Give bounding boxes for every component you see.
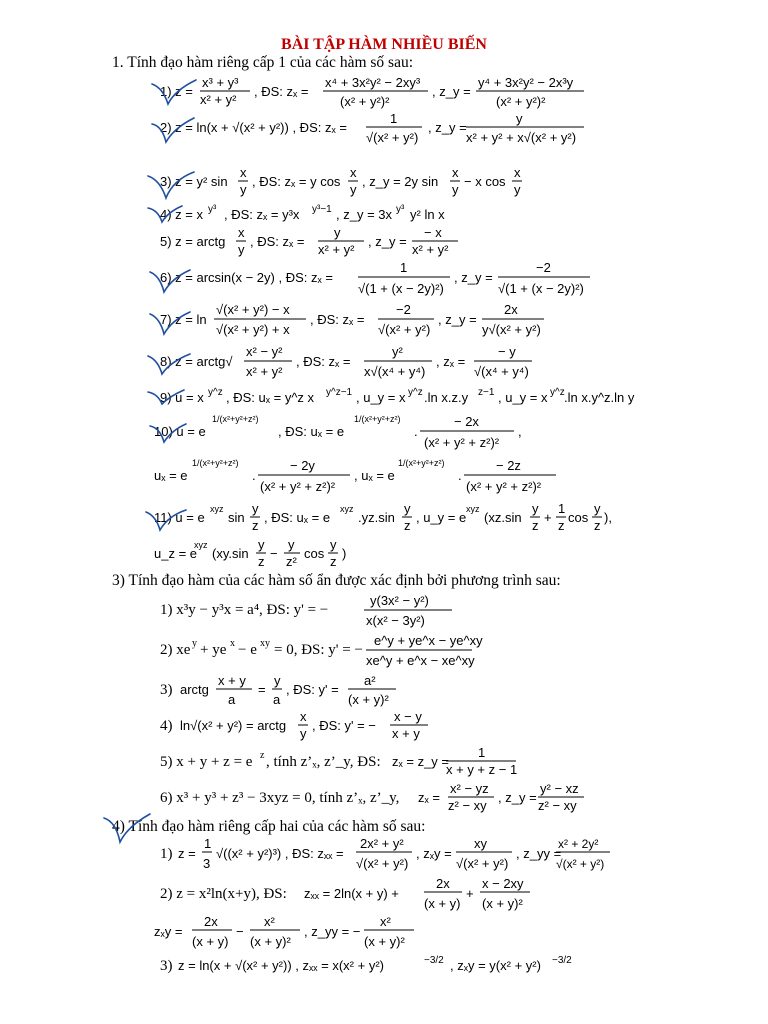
svg-text:z: z <box>260 750 265 761</box>
formula <box>154 502 624 538</box>
svg-text:, z_y =: , z_y = <box>498 790 537 805</box>
svg-text:.: . <box>414 424 418 439</box>
svg-text:, u_y = x: , u_y = x <box>498 390 548 405</box>
svg-text:, ĐS: y' =: , ĐS: y' = <box>286 682 339 697</box>
svg-text:−: − <box>270 546 278 561</box>
exercise-3-3 <box>160 672 580 710</box>
svg-text:z² − xy: z² − xy <box>538 798 577 813</box>
svg-text:y: y <box>252 502 259 516</box>
svg-text:3): 3) <box>160 682 173 698</box>
svg-text:, z_y =: , z_y = <box>428 120 467 135</box>
svg-text:, z_y =: , z_y = <box>368 234 407 249</box>
svg-text:.: . <box>252 468 256 483</box>
exercise-3-2 <box>160 632 580 670</box>
formula <box>160 782 600 818</box>
svg-text:z² − xy: z² − xy <box>448 798 487 813</box>
svg-text:x: x <box>350 166 357 180</box>
svg-text:2) z = ln(x + √(x² + y²)) , ĐS: 2) z = ln(x + √(x² + y²)) , ĐS: zₓ = <box>160 120 347 135</box>
formula <box>160 592 580 630</box>
svg-text:− x: − x <box>424 226 442 240</box>
svg-text:2) z = x²ln(x+y), ĐS:: 2) z = x²ln(x+y), ĐS: <box>160 886 287 902</box>
svg-text:√(x⁴ + y⁴): √(x⁴ + y⁴) <box>474 364 529 379</box>
svg-text:1: 1 <box>204 836 212 851</box>
svg-text:− x cos: − x cos <box>464 174 506 189</box>
section-1-heading: 1. Tính đạo hàm riêng cấp 1 của các hàm số sau: <box>112 54 414 71</box>
svg-text:x² + y²: x² + y² <box>412 242 449 257</box>
svg-text:1/(x²+y²+z²): 1/(x²+y²+z²) <box>212 414 259 424</box>
svg-text:2x² + y²: 2x² + y² <box>360 836 404 851</box>
svg-text:y: y <box>288 538 295 552</box>
svg-text:9) u = x: 9) u = x <box>160 390 204 405</box>
svg-text:x − 2xy: x − 2xy <box>482 876 524 891</box>
svg-text:y: y <box>240 182 247 197</box>
exercise-1-9 <box>160 386 640 408</box>
formula <box>154 914 574 954</box>
svg-text:y: y <box>330 538 337 552</box>
svg-text:, z_yy =: , z_yy = <box>516 846 562 861</box>
svg-text:y³−1: y³−1 <box>312 204 332 215</box>
svg-text:, ĐS: zₓ = y cos: , ĐS: zₓ = y cos <box>252 174 341 189</box>
svg-text:x² + y²: x² + y² <box>246 364 283 379</box>
svg-text:3) z = y² sin: 3) z = y² sin <box>160 174 228 189</box>
svg-text:, z_y =: , z_y = <box>438 312 477 327</box>
svg-text:√(x² + y²): √(x² + y²) <box>556 857 605 871</box>
svg-text:− y: − y <box>498 344 516 359</box>
svg-text:, zₓ =: , zₓ = <box>436 354 466 369</box>
svg-text:z: z <box>330 554 337 569</box>
svg-text:(x² + y²)²: (x² + y²)² <box>496 94 546 109</box>
svg-text:y: y <box>258 538 265 552</box>
svg-text:zₓy =: zₓy = <box>154 924 183 939</box>
exercise-4-3 <box>160 954 600 978</box>
svg-text:x: x <box>514 166 521 180</box>
svg-text:): ) <box>342 546 347 561</box>
svg-text:1) x³y − y³x = a⁴, ĐS: y' = −: 1) x³y − y³x = a⁴, ĐS: y' = − <box>160 602 329 618</box>
svg-text:y(3x² − y²): y(3x² − y²) <box>370 593 429 608</box>
svg-text:sin: sin <box>228 510 245 525</box>
svg-text:x: x <box>452 166 459 180</box>
svg-text:8) z = arctg√: 8) z = arctg√ <box>160 354 233 369</box>
svg-text:1/(x²+y²+z²): 1/(x²+y²+z²) <box>354 414 401 424</box>
svg-text:, zₓy =: , zₓy = <box>416 846 452 861</box>
formula <box>160 226 600 260</box>
svg-text:arctg: arctg <box>180 682 209 697</box>
svg-text:(x² + y² + z²)²: (x² + y² + z²)² <box>260 479 336 494</box>
exercise-3-4 <box>160 710 580 746</box>
svg-text:y: y <box>532 502 539 516</box>
svg-text:z: z <box>258 554 265 569</box>
svg-text:.ln x.z.y: .ln x.z.y <box>424 390 469 405</box>
svg-text:, uₓ = e: , uₓ = e <box>354 468 395 483</box>
svg-text:(x + y): (x + y) <box>192 934 229 949</box>
svg-text:, ĐS: uₓ = e: , ĐS: uₓ = e <box>278 424 345 439</box>
exercise-1-11-cont <box>154 538 454 574</box>
svg-text:2x: 2x <box>436 876 450 891</box>
exercise-4-2-cont <box>154 914 574 954</box>
svg-text:x: x <box>240 166 247 180</box>
svg-text:x + y + z − 1: x + y + z − 1 <box>446 762 518 777</box>
svg-text:√(x² + y²): √(x² + y²) <box>366 130 419 145</box>
svg-text:1: 1 <box>390 112 398 126</box>
svg-text:√(x² + y²): √(x² + y²) <box>456 856 509 871</box>
formula <box>154 458 594 498</box>
page-title: BÀI TẬP HÀM NHIỀU BIẾN <box>281 36 487 53</box>
svg-text:y: y <box>192 638 197 649</box>
svg-text:, ĐS: uₓ = e: , ĐS: uₓ = e <box>264 510 331 525</box>
svg-text:√(1 + (x − 2y)²): √(1 + (x − 2y)²) <box>498 281 584 296</box>
formula <box>160 112 600 148</box>
svg-text:y^z: y^z <box>208 387 223 398</box>
formula <box>160 344 600 384</box>
svg-text:cos: cos <box>304 546 325 561</box>
svg-text:1/(x²+y²+z²): 1/(x²+y²+z²) <box>398 458 445 468</box>
svg-text:e^y + ye^x − ye^xy: e^y + ye^x − ye^xy <box>374 633 483 648</box>
exercise-3-5 <box>160 746 580 780</box>
svg-text:x + y: x + y <box>392 726 420 741</box>
svg-text:(x + y)²: (x + y)² <box>348 692 389 707</box>
svg-text:(x + y)²: (x + y)² <box>250 934 291 949</box>
svg-text:− e: − e <box>238 642 257 658</box>
formula <box>154 538 454 574</box>
svg-text:(x + y)²: (x + y)² <box>364 934 405 949</box>
svg-text:),: ), <box>604 510 612 525</box>
svg-text:x⁴ + 3x²y² − 2xy³: x⁴ + 3x²y² − 2xy³ <box>325 76 421 90</box>
svg-text:5) x + y + z = e: 5) x + y + z = e <box>160 754 253 770</box>
exercise-1-2 <box>160 112 600 148</box>
svg-text:z−1: z−1 <box>478 387 495 398</box>
svg-text:a²: a² <box>364 673 376 688</box>
svg-text:√((x² + y²)³) , ĐS: zₓₓ =: √((x² + y²)³) , ĐS: zₓₓ = <box>216 846 344 861</box>
svg-text:z: z <box>532 518 539 533</box>
svg-text:(xy.sin: (xy.sin <box>212 546 249 561</box>
svg-text:y³: y³ <box>208 204 217 215</box>
svg-text:uₓ = e: uₓ = e <box>154 468 188 483</box>
svg-text:+: + <box>544 510 552 525</box>
svg-text:y² − xz: y² − xz <box>540 782 579 796</box>
svg-text:xe^y + e^x − xe^xy: xe^y + e^x − xe^xy <box>366 653 475 668</box>
svg-text:cos: cos <box>568 510 589 525</box>
svg-text:xy: xy <box>474 836 487 851</box>
svg-text:, ĐS: zₓ =: , ĐS: zₓ = <box>250 234 305 249</box>
svg-text:z: z <box>594 518 601 533</box>
svg-text:xyz: xyz <box>210 504 224 514</box>
formula <box>160 746 580 780</box>
svg-text:, zₓy = y(x² + y²): , zₓy = y(x² + y²) <box>450 958 541 973</box>
svg-text:ln√(x² + y²) = arctg: ln√(x² + y²) = arctg <box>180 718 287 733</box>
svg-text:2) xe: 2) xe <box>160 642 191 658</box>
svg-text:y: y <box>452 182 459 197</box>
svg-text:x²: x² <box>264 914 275 929</box>
svg-text:y: y <box>238 242 245 257</box>
exercise-3-1 <box>160 592 580 630</box>
svg-text:(x² + y²)²: (x² + y²)² <box>340 94 390 109</box>
formula <box>160 76 600 112</box>
svg-text:y² ln x: y² ln x <box>410 207 445 222</box>
formula <box>160 260 600 300</box>
svg-text:− 2z: − 2z <box>496 458 521 473</box>
svg-text:, ĐS: y' = −: , ĐS: y' = − <box>312 718 376 733</box>
svg-text:, ĐS: zₓ =: , ĐS: zₓ = <box>310 312 365 327</box>
svg-text:√(x² + y²): √(x² + y²) <box>356 856 409 871</box>
svg-text:(x² + y² + z²)²: (x² + y² + z²)² <box>466 479 542 494</box>
formula <box>160 710 580 746</box>
svg-text:, z_y = 2y sin: , z_y = 2y sin <box>362 174 439 189</box>
svg-text:√(x² + y²): √(x² + y²) <box>378 322 431 337</box>
svg-text:zₓₓ = 2ln(x + y) +: zₓₓ = 2ln(x + y) + <box>304 886 399 901</box>
svg-text:x: x <box>230 638 235 649</box>
svg-text:y^z: y^z <box>408 387 423 398</box>
svg-text:6) x³ + y³ + z³ − 3xyz = 0, tí: 6) x³ + y³ + z³ − 3xyz = 0, tính z’ₓ, z’_y, <box>160 790 400 806</box>
svg-text:, z_y = 3x: , z_y = 3x <box>336 207 392 222</box>
svg-text:1: 1 <box>558 502 566 516</box>
svg-text:y³: y³ <box>396 204 405 215</box>
exercise-1-1 <box>160 76 600 112</box>
svg-text:y^z−1: y^z−1 <box>326 387 353 398</box>
exercise-1-10 <box>154 414 594 454</box>
svg-text:−3/2: −3/2 <box>424 955 444 966</box>
svg-text:, ĐS: zₓ =: , ĐS: zₓ = <box>296 354 351 369</box>
svg-text:2x: 2x <box>204 914 218 929</box>
formula <box>160 876 580 916</box>
svg-text:, z_yy = −: , z_yy = − <box>304 924 361 939</box>
svg-text:y: y <box>404 502 411 516</box>
svg-text:a: a <box>273 692 281 707</box>
svg-text:1/(x²+y²+z²): 1/(x²+y²+z²) <box>192 458 239 468</box>
svg-text:= 0, ĐS: y' = −: = 0, ĐS: y' = − <box>274 642 363 658</box>
svg-text:−: − <box>236 924 244 939</box>
formula <box>160 836 610 876</box>
exercise-1-5 <box>160 226 600 260</box>
exercise-3-6 <box>160 782 600 818</box>
svg-text:√(x² + y²) − x: √(x² + y²) − x <box>216 302 290 317</box>
svg-text:√(1 + (x − 2y)²): √(1 + (x − 2y)²) <box>358 281 444 296</box>
section-4-heading: 4) Tính đạo hàm riêng cấp hai của các hàm số sau: <box>112 818 426 835</box>
exercise-1-3 <box>160 166 600 202</box>
svg-text:.yz.sin: .yz.sin <box>358 510 395 525</box>
svg-text:x² − y²: x² − y² <box>246 344 283 359</box>
svg-text:(x + y): (x + y) <box>424 896 461 911</box>
svg-text:10) u = e: 10) u = e <box>154 424 206 439</box>
svg-text:y⁴ + 3x²y² − 2x³y: y⁴ + 3x²y² − 2x³y <box>478 76 574 90</box>
svg-text:, tính z’ₓ, z’_y, ĐS:: , tính z’ₓ, z’_y, ĐS: <box>266 754 381 770</box>
svg-text:y: y <box>594 502 601 516</box>
svg-text:(xz.sin: (xz.sin <box>484 510 522 525</box>
svg-text:x² + y²: x² + y² <box>318 242 355 257</box>
svg-text:y√(x² + y²): y√(x² + y²) <box>482 322 541 337</box>
svg-text:,: , <box>518 424 522 439</box>
svg-text:z: z <box>404 518 411 533</box>
svg-text:y: y <box>350 182 357 197</box>
svg-text:1): 1) <box>160 846 173 862</box>
svg-text:, ĐS: zₓ = y³x: , ĐS: zₓ = y³x <box>224 207 300 222</box>
svg-text:x: x <box>300 710 307 724</box>
svg-text:(x² + y² + z²)²: (x² + y² + z²)² <box>424 435 500 450</box>
formula <box>160 302 600 342</box>
svg-text:− 2x: − 2x <box>454 414 479 429</box>
svg-text:5) z = arctg: 5) z = arctg <box>160 234 226 249</box>
exercise-4-1 <box>160 836 610 876</box>
svg-text:7) z = ln: 7) z = ln <box>160 312 207 327</box>
svg-text:.: . <box>458 468 462 483</box>
svg-text:z: z <box>252 518 259 533</box>
svg-text:− 2y: − 2y <box>290 458 315 473</box>
svg-text:x√(x⁴ + y⁴): x√(x⁴ + y⁴) <box>364 364 426 379</box>
svg-text:+: + <box>466 886 474 901</box>
svg-text:.ln x.y^z.ln y: .ln x.y^z.ln y <box>564 390 635 405</box>
svg-text:11) u = e: 11) u = e <box>154 510 205 525</box>
svg-text:y: y <box>514 182 521 197</box>
svg-text:, u_y = x: , u_y = x <box>356 390 406 405</box>
svg-text:z²: z² <box>286 554 297 569</box>
formula <box>160 166 600 202</box>
exercise-1-7 <box>160 302 600 342</box>
svg-text:, ĐS: uₓ = y^z x: , ĐS: uₓ = y^z x <box>226 390 315 405</box>
svg-text:x² − yz: x² − yz <box>450 782 489 796</box>
svg-text:zₓ = z_y =: zₓ = z_y = <box>392 754 450 769</box>
svg-text:y: y <box>516 112 523 126</box>
formula <box>160 672 580 710</box>
svg-text:x² + y² + x√(x² + y²): x² + y² + x√(x² + y²) <box>466 130 577 145</box>
svg-text:y: y <box>300 726 307 741</box>
svg-text:, u_y = e: , u_y = e <box>416 510 467 525</box>
exercise-4-2 <box>160 876 580 916</box>
svg-text:z =: z = <box>178 846 196 861</box>
svg-text:+ ye: + ye <box>200 642 227 658</box>
exercise-1-8 <box>160 344 600 384</box>
svg-text:u_z = e: u_z = e <box>154 546 198 561</box>
svg-text:3: 3 <box>203 856 211 871</box>
svg-text:=: = <box>258 682 266 697</box>
svg-text:zₓ =: zₓ = <box>418 790 440 805</box>
svg-text:z: z <box>558 518 565 533</box>
svg-text:1: 1 <box>478 746 486 760</box>
svg-text:2x: 2x <box>504 302 518 317</box>
svg-text:y²: y² <box>392 344 403 359</box>
svg-text:√(x² + y²) + x: √(x² + y²) + x <box>216 322 290 337</box>
svg-text:1: 1 <box>400 260 408 275</box>
formula <box>160 632 580 670</box>
svg-text:x − y: x − y <box>394 710 422 724</box>
exercise-1-11 <box>154 502 624 538</box>
svg-text:−3/2: −3/2 <box>552 955 572 966</box>
svg-text:3): 3) <box>160 958 173 974</box>
svg-text:x(x² − 3y²): x(x² − 3y²) <box>366 613 425 628</box>
svg-text:x²: x² <box>380 914 391 929</box>
exercise-1-10-cont <box>154 458 594 498</box>
svg-text:y: y <box>334 226 341 240</box>
svg-text:x² + 2y²: x² + 2y² <box>558 837 599 851</box>
formula <box>160 954 600 978</box>
svg-text:6) z = arcsin(x − 2y) , ĐS: zₓ: 6) z = arcsin(x − 2y) , ĐS: zₓ = <box>160 270 333 285</box>
svg-text:xy: xy <box>260 638 270 649</box>
svg-text:xyz: xyz <box>194 540 208 550</box>
formula <box>160 203 600 225</box>
svg-text:, z_y =: , z_y = <box>432 84 471 99</box>
formula <box>154 414 594 454</box>
svg-text:−2: −2 <box>396 302 411 317</box>
svg-text:4) z = x: 4) z = x <box>160 207 203 222</box>
svg-text:a: a <box>228 692 236 707</box>
svg-text:x³ + y³: x³ + y³ <box>202 76 239 90</box>
svg-text:z = ln(x + √(x² + y²)) , zₓₓ =: z = ln(x + √(x² + y²)) , zₓₓ = x(x² + y²) <box>178 958 384 973</box>
svg-text:(x + y)²: (x + y)² <box>482 896 523 911</box>
exercise-1-4 <box>160 203 600 225</box>
svg-text:, ĐS: zₓ =: , ĐS: zₓ = <box>254 84 309 99</box>
svg-text:xyz: xyz <box>340 504 354 514</box>
section-3-heading: 3) Tính đạo hàm của các hàm số ẩn được xác định bởi phương trình sau: <box>112 572 561 589</box>
svg-text:xyz: xyz <box>466 504 480 514</box>
exercise-1-6 <box>160 260 600 300</box>
svg-text:−2: −2 <box>536 260 551 275</box>
formula <box>160 386 640 408</box>
svg-text:4): 4) <box>160 718 173 734</box>
svg-text:x² + y²: x² + y² <box>200 92 237 107</box>
svg-text:y: y <box>274 673 281 688</box>
svg-text:y^z: y^z <box>550 387 565 398</box>
svg-text:, z_y =: , z_y = <box>454 270 493 285</box>
svg-text:x: x <box>238 226 245 240</box>
svg-text:x + y: x + y <box>218 673 246 688</box>
svg-text:1) z =: 1) z = <box>160 84 193 99</box>
